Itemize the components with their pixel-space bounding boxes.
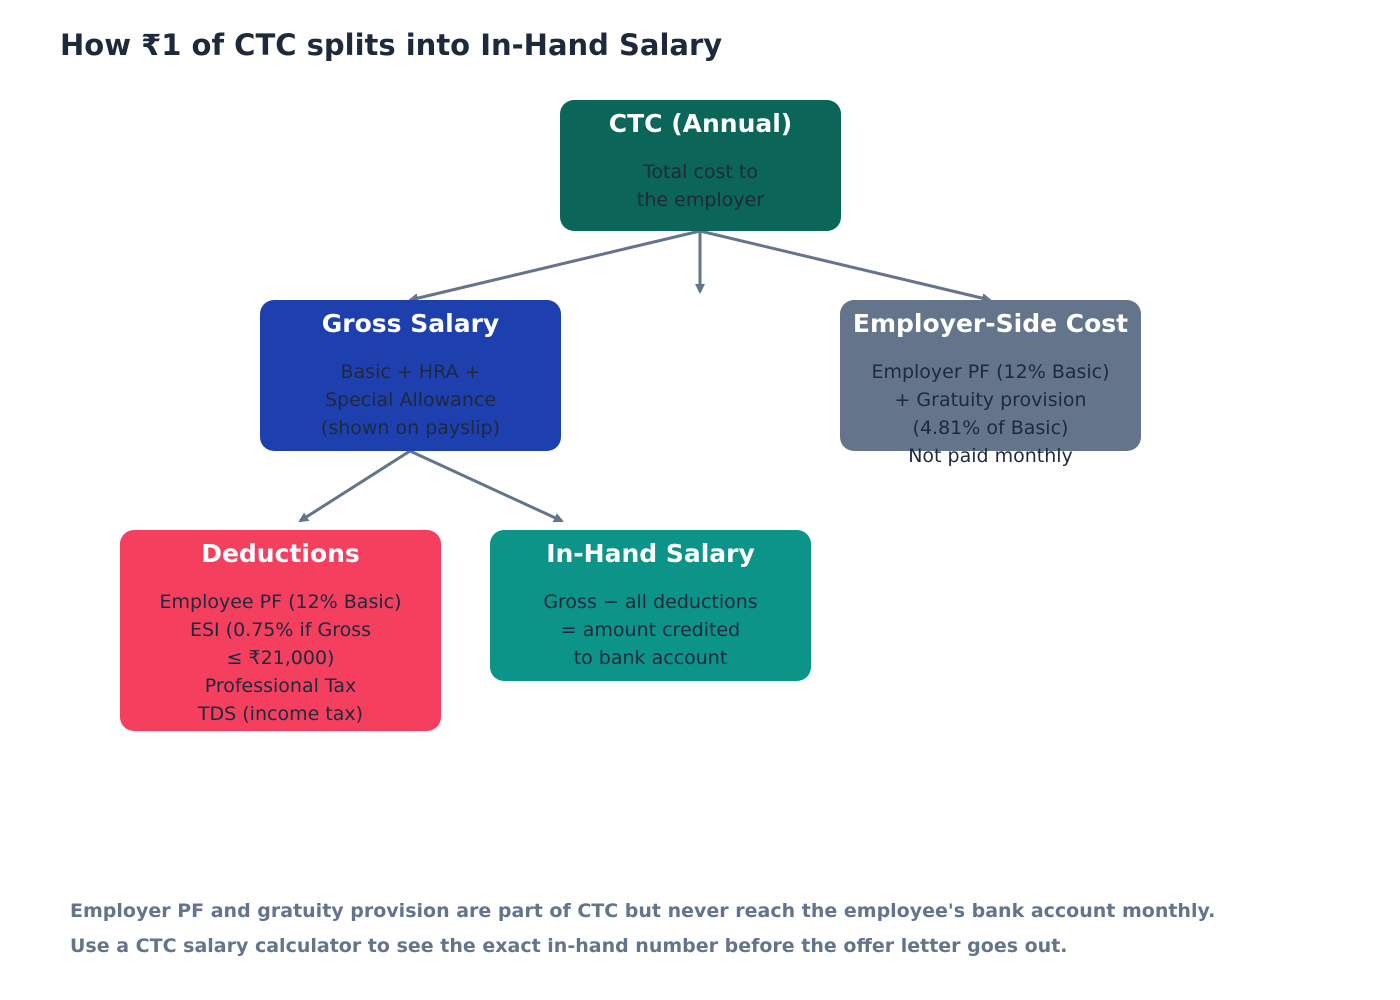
footnote-calculator-tip: Use a CTC salary calculator to see the exact in-hand number before the offer letter goes out. [70, 935, 1068, 957]
diagram-title: How ₹1 of CTC splits into In-Hand Salary [60, 28, 723, 62]
gross-salary-node [260, 300, 561, 451]
employer-side-cost-node-line: (4.81% of Basic) [912, 417, 1069, 439]
deductions-node-line: ≤ ₹21,000) [226, 647, 335, 669]
arrow-ctc-to-gross [410, 231, 700, 300]
in-hand-salary-node-line: to bank account [573, 647, 728, 669]
deductions-node-line: Employee PF (12% Basic) [159, 591, 402, 613]
gross-salary-node-line: Special Allowance [324, 389, 497, 411]
employer-side-cost-node [840, 300, 1141, 467]
in-hand-salary-node [490, 530, 811, 681]
deductions-node [120, 530, 441, 731]
employer-side-cost-node-line: + Gratuity provision [894, 389, 1087, 411]
employer-side-cost-node-line: Not paid monthly [908, 445, 1073, 467]
employer-side-cost-node-title: Employer-Side Cost [852, 309, 1129, 338]
ctc-node-line: Total cost to [643, 161, 758, 183]
deductions-node-line: ESI (0.75% if Gross [189, 619, 372, 641]
deductions-node-line: Professional Tax [204, 675, 357, 697]
arrow-gross-to-deductions [300, 451, 410, 521]
arrow-ctc-to-employer [700, 231, 990, 300]
ctc-node-body [560, 158, 841, 214]
deductions-node-body [120, 588, 441, 728]
in-hand-salary-node-body [490, 588, 811, 672]
gross-salary-node-title: Gross Salary [321, 309, 500, 338]
in-hand-salary-node-line: = amount credited [560, 619, 741, 641]
employer-side-cost-node-line: Employer PF (12% Basic) [871, 361, 1110, 383]
arrow-gross-to-inhand [410, 451, 562, 521]
in-hand-salary-node-title: In-Hand Salary [546, 539, 755, 568]
ctc-node-title: CTC (Annual) [608, 109, 793, 138]
in-hand-salary-node-line: Gross − all deductions [543, 591, 758, 613]
footnote-employer-pf: Employer PF and gratuity provision are part of CTC but never reach the employee's bank account monthly. [70, 900, 1216, 922]
employer-side-cost-node-body [840, 358, 1141, 470]
gross-salary-node-body [260, 358, 561, 442]
deductions-node-line: TDS (income tax) [197, 703, 364, 725]
deductions-node-title: Deductions [201, 539, 360, 568]
gross-salary-node-line: (shown on payslip) [320, 417, 501, 439]
ctc-node-line: the employer [636, 189, 765, 211]
ctc-node [560, 100, 841, 231]
gross-salary-node-line: Basic + HRA + [340, 361, 481, 383]
